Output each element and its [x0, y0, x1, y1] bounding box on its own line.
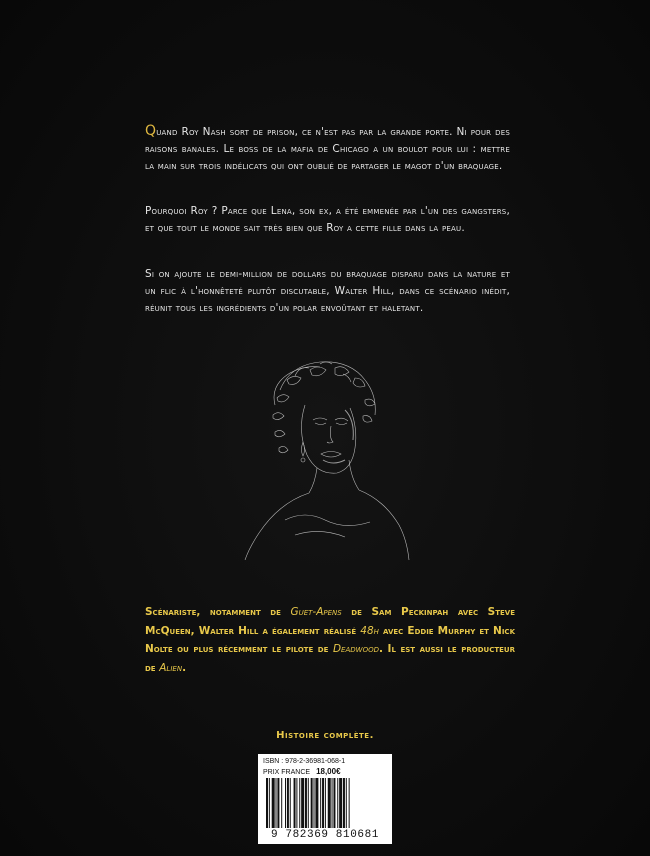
bio-film-title-3: Alien	[159, 661, 183, 674]
barcode-bar	[332, 778, 333, 828]
barcode-digits: 9 782369 810681	[270, 829, 380, 841]
barcode-bar	[314, 778, 315, 828]
barcode-bar	[272, 778, 275, 828]
synopsis-paragraph-3: Si on ajoute le demi-million de dollars du braquage disparu dans la nature et un flic à l'honnêteté plutôt discutable, Walter Hill, dans ce scénario inédit, réunit tous les ingrédients d'un polar envoûtant et haletant.	[145, 268, 510, 314]
barcode-bar	[343, 778, 345, 828]
barcode-bar	[320, 778, 321, 828]
bio-film-title-1: Guet-Apens	[290, 606, 342, 618]
bio-text-1: Scénariste, notamment de	[145, 606, 291, 618]
barcode-bars	[266, 778, 386, 828]
barcode-bar	[269, 778, 270, 828]
barcode-bar	[328, 778, 331, 828]
synopsis-text-1: uand Roy Nash sort de prison, ce n'est pas par la grande porte. Ni pour des raisons banales. Le boss de la mafia de Chicago a un boulot pour lui : mettre la main sur trois indélicats qui ont oublié de partager le magot d'un braquage.	[145, 126, 510, 172]
price-row	[263, 767, 341, 776]
bio-series-title: Deadwood	[332, 643, 379, 655]
barcode-bar	[287, 778, 289, 828]
barcode-bar	[266, 778, 268, 828]
barcode-bar	[276, 778, 277, 828]
woman-portrait-illustration	[225, 350, 425, 560]
synopsis-paragraph-2: Pourquoi Roy ? Parce que Lena, son ex, a été emmenée par l'un des gangsters, et que tout le monde sait très bien que Roy a cette fille dans la peau.	[145, 205, 510, 234]
barcode-bar	[277, 778, 279, 828]
barcode-bar	[305, 778, 307, 828]
bio-text-5: .	[182, 661, 187, 674]
barcode-bar	[285, 778, 286, 828]
barcode-bar	[281, 778, 282, 828]
barcode-bar	[294, 778, 296, 828]
bio-text-4: . Il est aussi le producteur de	[145, 643, 515, 674]
barcode-bar	[349, 778, 350, 828]
drop-cap: Q	[145, 123, 157, 139]
bio-film-title-2: 48h	[360, 624, 379, 637]
barcode-bar	[299, 778, 300, 828]
complete-story-note: Histoire complète.	[276, 730, 374, 741]
isbn-text: ISBN : 978-2-36981-068-1	[263, 758, 346, 765]
bio-text-2: de Sam Peckinpah avec Steve McQueen, Walter Hill a également réalisé	[145, 606, 516, 637]
barcode-bar	[290, 778, 291, 828]
barcode-bar	[346, 778, 347, 828]
barcode-bar	[315, 778, 318, 828]
barcode-bar	[325, 778, 326, 828]
barcode-bar	[337, 778, 338, 828]
barcode-bar	[301, 778, 304, 828]
barcode-bar	[339, 778, 342, 828]
barcode-bar	[308, 778, 309, 828]
barcode-bar	[296, 778, 297, 828]
bio-text-3: avec Eddie Murphy et Nick Nolte ou plus récemment le pilote de	[145, 624, 515, 655]
barcode-bar	[322, 778, 324, 828]
barcode-label	[258, 754, 392, 844]
price-label: PRIX FRANCE	[263, 769, 311, 776]
synopsis-paragraph-1	[145, 123, 510, 175]
barcode-bar	[311, 778, 313, 828]
price-value: 18,00€	[316, 767, 341, 776]
author-biography	[145, 603, 515, 677]
barcode-bar	[333, 778, 335, 828]
